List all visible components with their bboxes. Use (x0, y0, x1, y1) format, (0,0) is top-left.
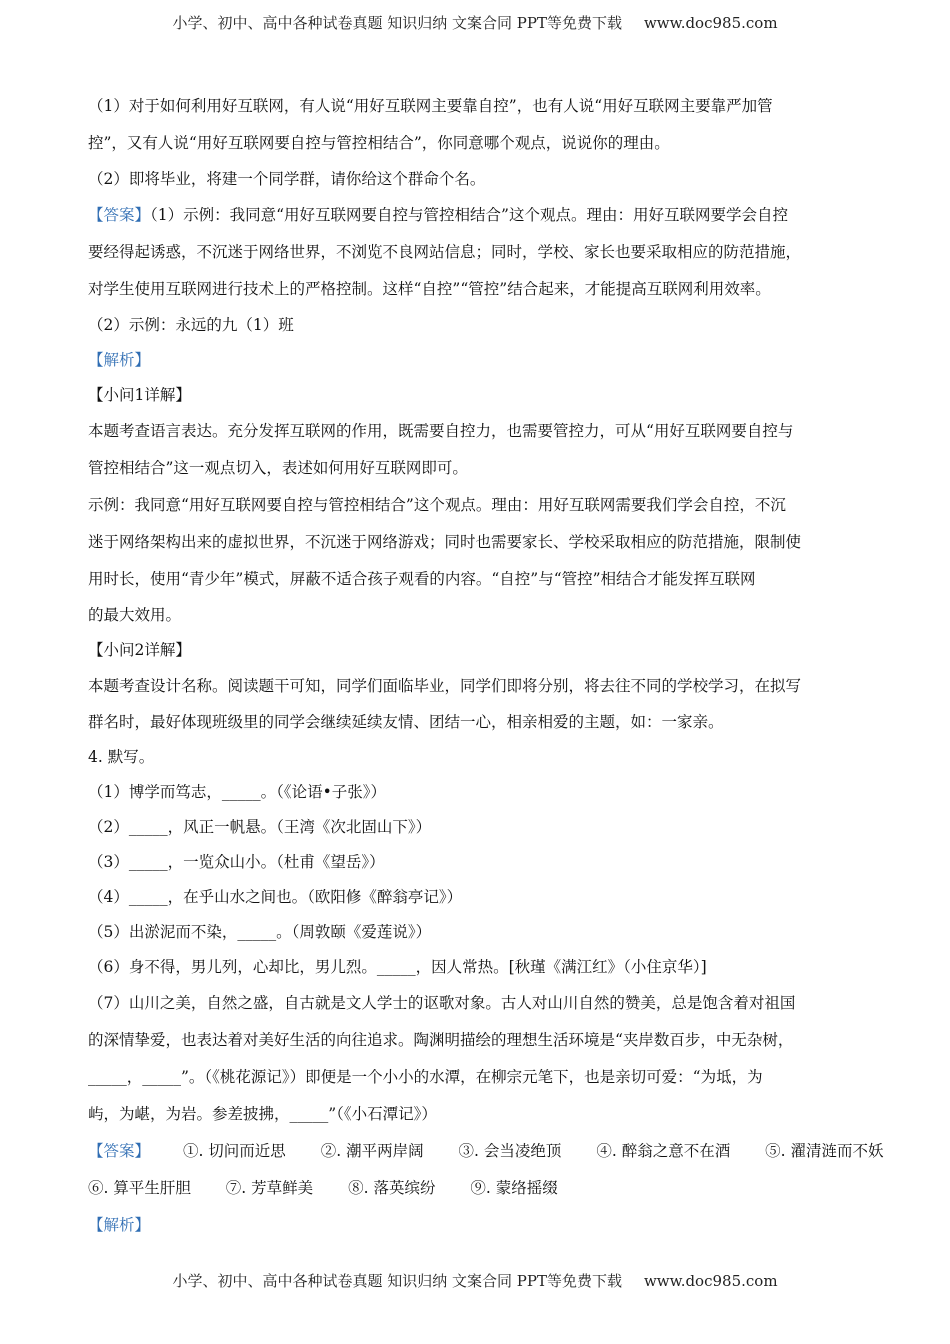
sub2-line: 本题考查设计名称。阅读题干可知，同学们面临毕业，同学们即将分别，将去往不同的学校学习，在拟写 (88, 677, 802, 695)
sub1-line: 的最大效用。 (88, 606, 182, 624)
q4-item: （7）山川之美，自然之盛，自古就是文人学士的讴歌对象。古人对山川自然的赞美，总是饱含着对祖国 (88, 994, 796, 1012)
analysis-tag: 【解析】 (88, 1216, 151, 1234)
answer-item: ⑦. 芳草鲜美 (225, 1179, 314, 1197)
answer-item: ⑧. 落英缤纷 (348, 1179, 436, 1197)
answer-item: ④. 醉翁之意不在酒 (596, 1142, 731, 1160)
page-header (0, 12, 950, 33)
q4-item: 屿，为嵁，为岩。参差披拂，_____”（《小石潭记》） (88, 1105, 437, 1123)
sub1-line: 本题考查语言表达。充分发挥互联网的作用，既需要自控力，也需要管控力，可从“用好互联网要自控与 (88, 422, 794, 440)
answer-item: ⑤. 濯清涟而不妖 (765, 1142, 884, 1160)
q4-answer-row (88, 1170, 868, 1207)
sub1-title: 【小问1详解】 (88, 386, 191, 404)
q3-line: 控”，又有人说“用好互联网要自控与管控相结合”，你同意哪个观点，说说你的理由。 (88, 134, 670, 152)
q4-item: （3）_____，一览众山小。（杜甫《望岳》） (88, 853, 385, 871)
footer-url[interactable]: www.doc985.com (643, 1272, 778, 1290)
q3-answer-line: 对学生使用互联网进行技术上的严格控制。这样“自控”“管控”结合起来，才能提高互联网利用效率。 (88, 280, 771, 298)
document-body (88, 88, 884, 1244)
q3-analysis-heading (88, 343, 868, 378)
sub1-line: 管控相结合”这一观点切入，表述如何用好互联网即可。 (88, 459, 468, 477)
sub1-line: 示例：我同意“用好互联网要自控与管控相结合”这个观点。理由：用好互联网需要我们学会自控，不沉 (88, 496, 786, 514)
q4-item: 的深情挚爱，也表达着对美好生活的向往追求。陶渊明描绘的理想生活环境是“夹岸数百步，中无杂树， (88, 1031, 794, 1049)
analysis-tag: 【解析】 (88, 351, 151, 369)
q4-answer-row (88, 1133, 884, 1170)
sub2-line: 群名时，最好体现班级里的同学会继续延续友情、团结一心，相亲相爱的主题，如：一家亲。 (88, 713, 724, 731)
sub1-line: 迷于网络架构出来的虚拟世界，不沉迷于网络游戏；同时也需要家长、学校采取相应的防范措施，限制使 (88, 533, 802, 551)
answer-text: （1）示例：我同意“用好互联网要自控与管控相结合”这个观点。理由：用好互联网要学会自控 (150, 206, 788, 224)
header-url[interactable]: www.doc985.com (643, 14, 778, 32)
footer-text: 小学、初中、高中各种试卷真题 知识归纳 文案合同 PPT等免费下载 (172, 1272, 622, 1290)
q4-item: （1）博学而笃志，_____。（《论语•子张》） (88, 783, 387, 801)
page-footer (0, 1270, 950, 1291)
q3-line: （1）对于如何利用好互联网，有人说“用好互联网主要靠自控”，也有人说“用好互联网主要靠严加管 (88, 97, 773, 115)
q3-line: （2）即将毕业，将建一个同学群，请你给这个群命个名。 (88, 170, 486, 188)
header-text: 小学、初中、高中各种试卷真题 知识归纳 文案合同 PPT等免费下载 (172, 14, 622, 32)
answer-item: ⑥. 算平生肝胆 (88, 1179, 191, 1197)
answer-item: ①. 切问而近思 (182, 1142, 286, 1160)
answer-item: ②. 潮平两岸阔 (320, 1142, 424, 1160)
answer-tag: 【答案】 (88, 1142, 151, 1160)
q3-answer-line: 要经得起诱惑，不沉迷于网络世界，不浏览不良网站信息；同时，学校、家长也要采取相应的防范措施， (88, 243, 802, 261)
q3-answer-line (88, 197, 868, 234)
q4-item: （5）出淤泥而不染，_____。（周敦颐《爱莲说》） (88, 923, 432, 941)
q4-analysis-heading (88, 1207, 868, 1244)
q4-item: _____，_____”。（《桃花源记》）即便是一个小小的水潭，在柳宗元笔下，也是亲切可爱：“为坻，为 (88, 1068, 763, 1086)
q4-title: 4. 默写。 (88, 748, 155, 766)
answer-tag: 【答案】 (88, 206, 151, 224)
q4-item: （4）_____，在乎山水之间也。（欧阳修《醉翁亭记》） (88, 888, 463, 906)
answer-item: ③. 会当凌绝顶 (458, 1142, 562, 1160)
q4-item: （2）_____，风正一帆悬。（王湾《次北固山下》） (88, 818, 432, 836)
q3-answer-line: （2）示例：永远的九（1）班 (88, 316, 294, 334)
sub2-title: 【小问2详解】 (88, 641, 191, 659)
q4-item: （6）身不得，男儿列，心却比，男儿烈。_____，因人常热。[秋瑾《满江红》（小住京华）] (88, 958, 707, 976)
answer-item: ⑨. 蒙络摇缀 (470, 1179, 558, 1197)
sub1-line: 用时长，使用“青少年”模式，屏蔽不适合孩子观看的内容。“自控”与“管控”相结合才能发挥互联网 (88, 570, 756, 588)
